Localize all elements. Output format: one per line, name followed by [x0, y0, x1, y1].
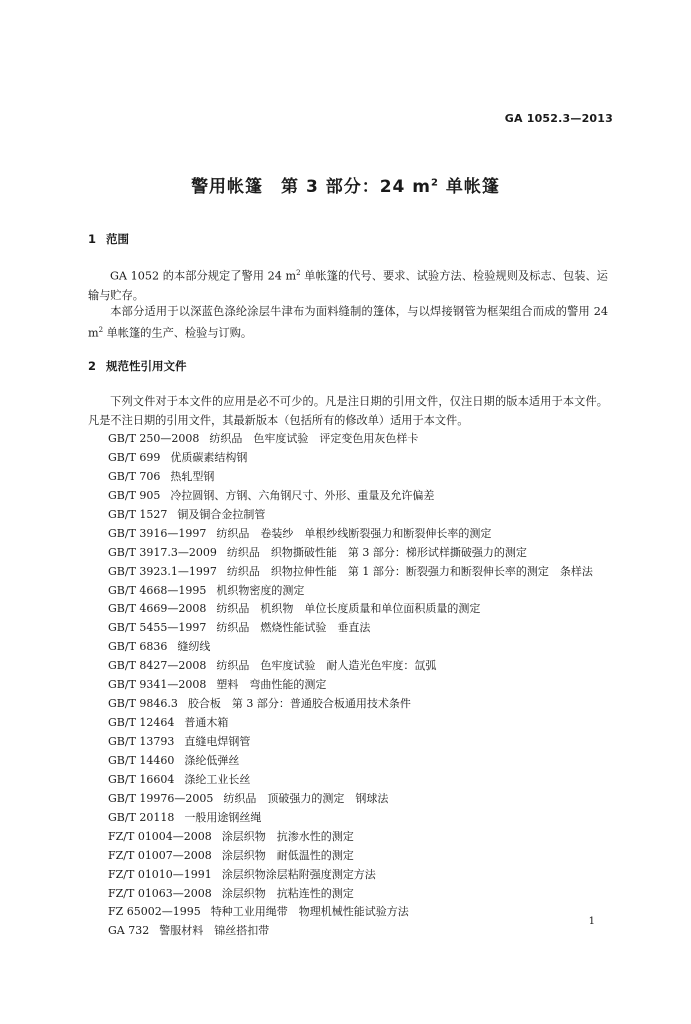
reference-title: 特种工业用绳带 物理机械性能试验方法 [210, 905, 409, 919]
reference-code: GB/T 13793 [108, 735, 175, 748]
reference-item [108, 752, 608, 771]
reference-code: GB/T 3916—1997 [108, 526, 207, 540]
reference-code: GB/T 14460 [108, 753, 175, 767]
reference-title: 胶合板 第 3 部分：普通胶合板通用技术条件 [187, 697, 411, 711]
reference-code: GB/T 16604 [108, 772, 175, 786]
section-2-number: 2 [88, 359, 97, 373]
reference-title: 涂层织物 抗粘连性的测定 [221, 886, 354, 900]
reference-code: GB/T 250—2008 [108, 432, 200, 445]
title-main: 警用帐篷 第 3 部分：24 m [191, 177, 432, 197]
reference-code: GB/T 19976—2005 [108, 791, 214, 805]
para2-sup: 2 [98, 326, 104, 334]
reference-title: 涂层织物涂层粘附强度测定方法 [221, 867, 376, 881]
reference-code: GB/T 699 [108, 450, 161, 464]
standard-code: GA 1052.3—2013 [504, 112, 613, 125]
reference-title: 涂层织物 抗渗水性的测定 [221, 829, 354, 843]
reference-item [108, 676, 608, 695]
reference-code: GB/T 1527 [108, 507, 168, 521]
reference-title: 热轧型钢 [170, 469, 215, 483]
reference-title: 纺织品 色牢度试验 评定变色用灰色样卡 [209, 432, 419, 445]
reference-item [108, 619, 608, 638]
reference-item [108, 468, 608, 487]
reference-title: 缝纫线 [177, 640, 211, 654]
para2-text-1: 本部分适用于以深蓝色涤纶涂层牛津布为面料缝制的篷体，与以焊接钢管为框架组合而成的警用 24 m [88, 305, 608, 340]
reference-item [108, 733, 608, 752]
reference-item [108, 790, 608, 809]
reference-item [108, 866, 608, 885]
reference-code: GB/T 3917.3—2009 [108, 545, 217, 559]
reference-title: 优质碳素结构钢 [170, 450, 248, 464]
reference-code: GB/T 9341—2008 [108, 678, 207, 692]
reference-item [108, 638, 608, 657]
reference-code: GA 732 [108, 924, 150, 938]
section-2-intro-text: 下列文件对于本文件的应用是必不可少的。凡是注日期的引用文件，仅注日期的版本适用于本文件。凡是不注日期的引用文件，其最新版本（包括所有的修改单）适用于本文件。 [88, 395, 608, 427]
reference-title: 涤纶工业长丝 [184, 772, 251, 786]
reference-item [108, 449, 608, 468]
reference-code: GB/T 4668—1995 [108, 583, 207, 597]
reference-title: 涤纶低弹丝 [184, 753, 240, 767]
reference-title: 纺织品 顶破强力的测定 钢球法 [223, 791, 389, 805]
reference-item [108, 430, 608, 449]
reference-title: 涂层织物 耐低温性的测定 [221, 848, 354, 862]
reference-code: FZ/T 01004—2008 [108, 829, 212, 843]
page-number: 1 [588, 916, 595, 927]
reference-title: 塑料 弯曲性能的测定 [216, 678, 327, 692]
para2-text-2: 单帐篷的生产、检验与订购。 [103, 326, 253, 340]
document-title [0, 172, 691, 197]
reference-title: 纺织品 色牢度试验 耐人造光色牢度：氙弧 [216, 659, 437, 673]
reference-title: 直缝电焊钢管 [184, 735, 251, 748]
para1-sup: 2 [296, 269, 301, 277]
section-1-heading [88, 231, 129, 247]
para1-text-1: GA 1052 的本部分规定了警用 24 m [110, 269, 297, 283]
reference-item [108, 903, 608, 922]
reference-item [108, 809, 608, 828]
reference-item [108, 771, 608, 790]
section-1-paragraph-1 [88, 264, 608, 305]
reference-item [108, 487, 608, 506]
reference-code: GB/T 4669—2008 [108, 602, 207, 616]
reference-list [108, 430, 608, 941]
reference-code: GB/T 6836 [108, 640, 168, 654]
reference-code: FZ/T 01063—2008 [108, 886, 212, 900]
reference-code: FZ/T 01010—1991 [108, 867, 212, 881]
title-suffix: 单帐篷 [439, 177, 500, 197]
reference-item [108, 506, 608, 525]
reference-code: FZ 65002—1995 [108, 905, 201, 919]
reference-item [108, 600, 608, 619]
reference-title: 普通木箱 [184, 716, 229, 730]
reference-code: GB/T 9846.3 [108, 697, 178, 711]
section-2-intro [88, 392, 608, 430]
title-superscript: 2 [431, 177, 439, 189]
reference-item [108, 695, 608, 714]
reference-item [108, 714, 608, 733]
reference-item [108, 544, 608, 563]
reference-code: GB/T 5455—1997 [108, 621, 207, 635]
section-1-number: 1 [88, 232, 97, 246]
reference-code: GB/T 905 [108, 488, 161, 502]
reference-code: GB/T 706 [108, 469, 161, 483]
section-2-heading [88, 358, 187, 374]
reference-title: 机织物密度的测定 [216, 583, 305, 597]
reference-title: 纺织品 卷装纱 单根纱线断裂强力和断裂伸长率的测定 [216, 526, 492, 540]
reference-title: 铜及铜合金拉制管 [177, 507, 266, 521]
reference-title: 纺织品 燃烧性能试验 垂直法 [216, 621, 371, 635]
reference-title: 警服材料 锦丝搭扣带 [159, 924, 270, 938]
reference-code: GB/T 20118 [108, 810, 175, 824]
reference-item [108, 657, 608, 676]
para1-text-2: 单帐篷的代号、要求、试验方法、检验规则及标志、包装、运输与贮存。 [88, 269, 608, 302]
reference-code: FZ/T 01007—2008 [108, 848, 212, 862]
section-2-title: 规范性引用文件 [106, 359, 187, 373]
reference-code: GB/T 12464 [108, 716, 175, 730]
reference-item [108, 885, 608, 904]
reference-title: 纺织品 织物拉伸性能 第 1 部分：断裂强力和断裂伸长率的测定 条样法 [226, 564, 593, 578]
reference-title: 一般用途钢丝绳 [184, 810, 262, 824]
reference-item [108, 563, 608, 582]
reference-item [108, 922, 608, 941]
reference-title: 纺织品 织物撕破性能 第 3 部分：梯形试样撕破强力的测定 [226, 545, 527, 559]
section-1-title: 范围 [106, 232, 129, 246]
section-1-paragraph-2 [88, 302, 608, 343]
reference-code: GB/T 3923.1—1997 [108, 564, 217, 578]
reference-item [108, 828, 608, 847]
reference-code: GB/T 8427—2008 [108, 659, 207, 673]
reference-item [108, 525, 608, 544]
reference-title: 纺织品 机织物 单位长度质量和单位面积质量的测定 [216, 602, 481, 616]
reference-title: 冷拉圆钢、方钢、六角钢尺寸、外形、重量及允许偏差 [170, 488, 435, 502]
reference-item [108, 582, 608, 601]
reference-item [108, 847, 608, 866]
